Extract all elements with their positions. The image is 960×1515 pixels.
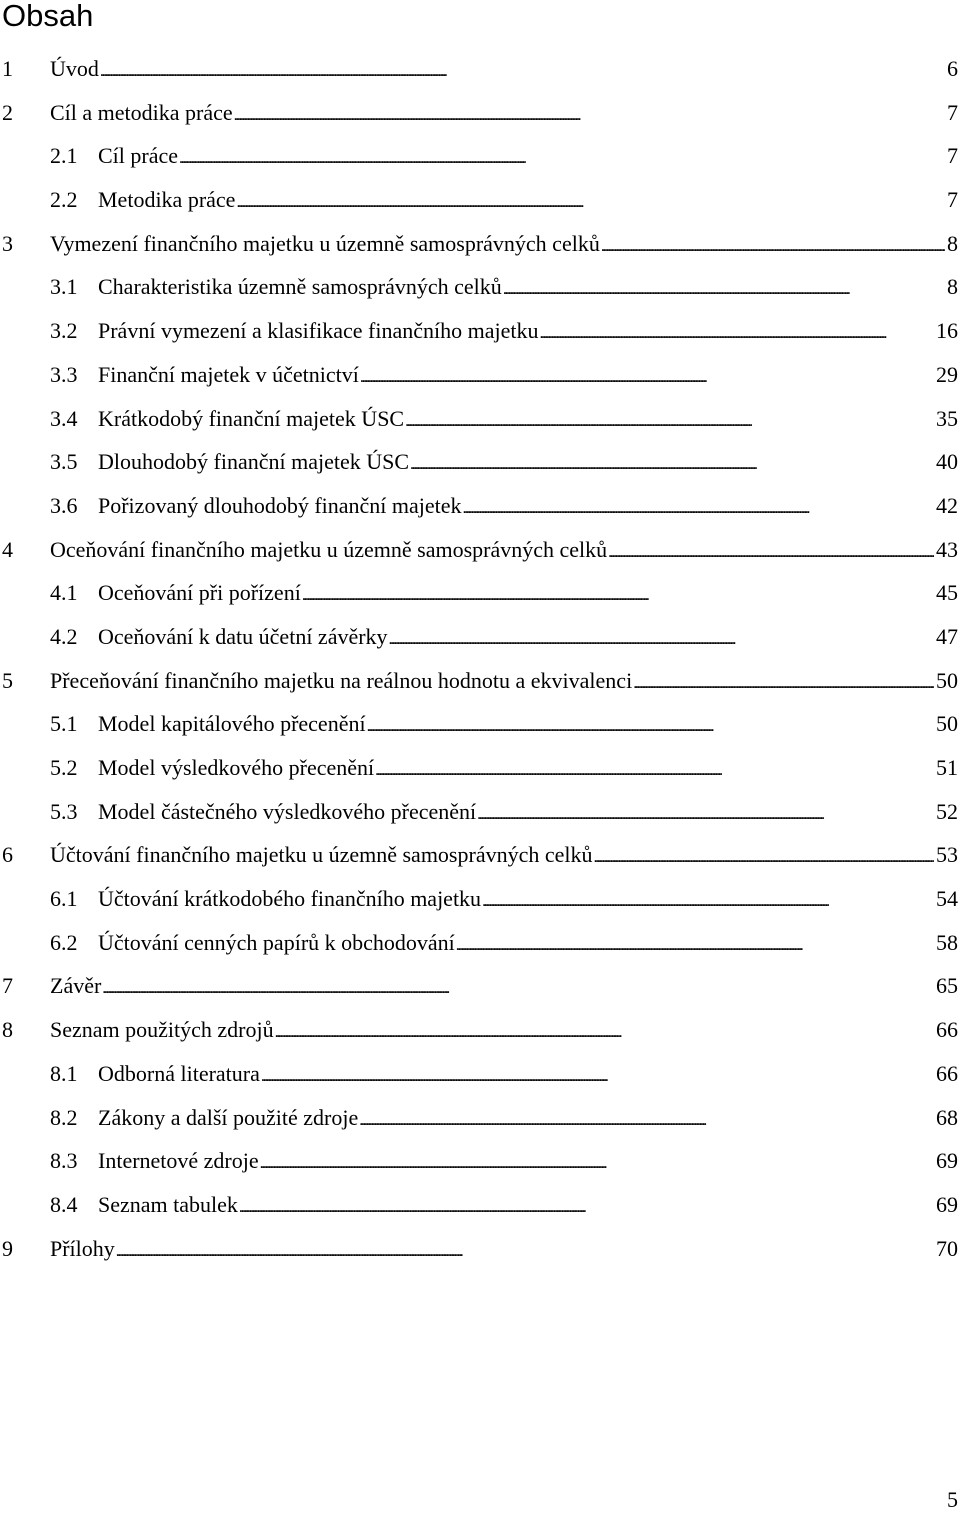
toc-dot-leader [633,659,934,706]
toc-entry-number: 2.2 [50,187,78,213]
toc-dot-leader [261,1052,934,1099]
toc-entry-page: 50 [936,711,958,737]
toc-dot-leader [360,353,934,400]
toc-dot-leader [179,134,945,181]
toc-entry-page: 8 [947,230,958,256]
toc-title: Obsah [2,0,94,33]
toc-entry-title: Právní vymezení a klasifikace finančního majetku [98,318,539,344]
toc-entry-number: 8.3 [50,1148,78,1174]
toc-entry-number: 6 [2,842,13,868]
toc-entry-page: 66 [936,1060,958,1086]
toc-entry-page: 58 [936,929,958,955]
toc-entry[interactable] [0,571,958,615]
toc-entry-page: 29 [936,361,958,387]
toc-entry-page: 65 [936,973,958,999]
toc-dot-leader [116,1227,934,1274]
toc-entry-page: 42 [936,492,958,518]
toc-entry[interactable] [0,91,958,135]
toc-entry[interactable] [0,921,958,965]
toc-entry-title: Přílohy [50,1235,115,1261]
toc-entry-title: Odborná literatura [98,1060,260,1086]
toc-entry-title: Seznam tabulek [98,1191,238,1217]
toc-entry-number: 6.2 [50,929,78,955]
toc-entry-title: Oceňování k datu účetní závěrky [98,623,388,649]
toc-entry[interactable] [0,528,958,572]
toc-entry-page: 40 [936,449,958,475]
toc-entry-page: 68 [936,1104,958,1130]
toc-entry-title: Cíl práce [98,143,179,169]
toc-entry-title: Model kapitálového přecenění [98,711,366,737]
toc-dot-leader [239,1183,934,1230]
toc-entry[interactable] [0,1008,958,1052]
toc-entry[interactable] [0,1227,958,1271]
toc-entry-title: Zákony a další použité zdroje [98,1104,359,1130]
toc-entry[interactable] [0,1139,958,1183]
toc-entry-title: Model výsledkového přecenění [98,755,375,780]
toc-entry-page: 69 [936,1148,958,1174]
toc-entry[interactable] [0,702,958,746]
toc-dot-leader [234,91,945,138]
toc-entry[interactable] [0,659,958,703]
toc-entry-title: Úvod [50,56,99,81]
toc-entry-number: 3.5 [50,449,78,475]
toc-entry-number: 5.2 [50,755,78,780]
toc-dot-leader [102,964,934,1011]
toc-entry-title: Vymezení finančního majetku u územně samosprávných celků [50,230,600,256]
toc-entry-number: 8 [2,1017,13,1043]
toc-entry-title: Přeceňování finančního majetku na reálnou hodnotu a ekvivalenci [50,667,633,693]
toc-entry-page: 53 [936,842,958,868]
toc-dot-leader [236,178,945,225]
toc-entry[interactable] [0,790,958,834]
toc-entry-title: Metodika práce [98,187,236,213]
toc-entry[interactable] [0,134,958,178]
toc-entry-title: Pořizovaný dlouhodobý finanční majetek [98,492,462,518]
toc-dot-leader [260,1139,934,1186]
toc-entry-title: Závěr [50,973,102,999]
toc-entry[interactable] [0,222,958,266]
toc-entry-title: Model částečného výsledkového přecenění [98,798,477,824]
toc-entry-number: 4.2 [50,623,78,649]
toc-entry-number: 3 [2,230,13,256]
toc-dot-leader [463,484,934,531]
toc-entry[interactable] [0,615,958,659]
toc-entry-page: 43 [936,536,958,562]
toc-entry-title: Charakteristika územně samosprávných celků [98,274,502,300]
toc-entry[interactable] [0,397,958,441]
toc-dot-leader [389,615,934,662]
toc-entry-number: 3.3 [50,361,78,387]
toc-entry[interactable] [0,1096,958,1140]
toc-entry-page: 47 [936,623,958,649]
toc-entry-title: Finanční majetek v účetnictví [98,361,359,387]
toc-entry[interactable] [0,484,958,528]
toc-entry-number: 3.6 [50,492,78,518]
toc-entry-number: 8.1 [50,1060,78,1086]
toc-entry-title: Účtování finančního majetku u územně samosprávných celků [50,842,593,868]
toc-dot-leader [367,702,934,749]
toc-entry-number: 5.1 [50,711,78,737]
toc-entry[interactable] [0,265,958,309]
toc-entry-title: Cíl a metodika práce [50,99,233,125]
toc-entry-number: 7 [2,973,13,999]
toc-entry[interactable] [0,746,958,790]
toc-entry-page: 69 [936,1191,958,1217]
toc-entry-page: 45 [936,580,958,606]
toc-dot-leader [601,222,945,269]
toc-entry-page: 54 [936,886,958,912]
page-number: 5 [947,1487,958,1512]
toc-entry-number: 5.3 [50,798,78,824]
toc-entry-number: 2 [2,99,13,125]
toc-entry-page: 16 [936,318,958,344]
toc-entry-number: 9 [2,1235,13,1261]
toc-entry-number: 8.4 [50,1191,78,1217]
toc-entry-page: 8 [947,274,958,300]
toc-entry-page: 66 [936,1017,958,1043]
toc-entry[interactable] [0,440,958,484]
toc-entry-title: Oceňování při pořízení [98,580,301,606]
toc-entry-page: 35 [936,405,958,431]
toc-entry-page: 6 [947,56,958,81]
toc-entry-number: 3.2 [50,318,78,344]
toc-dot-leader [477,790,934,837]
toc-entry-title: Dlouhodobý finanční majetek ÚSC [98,449,410,475]
toc-entry-number: 3.1 [50,274,78,300]
toc-dot-leader [359,1096,934,1143]
toc-entry-page: 51 [936,755,958,780]
table-of-contents [0,47,958,1270]
toc-entry-number: 5 [2,667,13,693]
toc-entry-number: 4.1 [50,580,78,606]
toc-dot-leader [539,309,934,356]
toc-entry-number: 3.4 [50,405,78,431]
toc-entry-page: 7 [947,99,958,125]
toc-entry[interactable] [0,1052,958,1096]
toc-entry-title: Účtování krátkodobého finančního majetku [98,886,482,912]
toc-dot-leader [375,746,934,793]
toc-dot-leader [405,397,934,444]
toc-dot-leader [410,440,934,487]
toc-entry-number: 2.1 [50,143,78,169]
toc-entry[interactable] [0,353,958,397]
toc-entry-number: 8.2 [50,1104,78,1130]
toc-entry[interactable] [0,47,958,91]
toc-entry-title: Seznam použitých zdrojů [50,1017,274,1043]
toc-dot-leader [594,833,935,880]
toc-entry-title: Oceňování finančního majetku u územně samosprávných celků [50,536,608,562]
toc-entry-number: 4 [2,536,13,562]
toc-entry[interactable] [0,1183,958,1227]
toc-entry-page: 70 [936,1235,958,1261]
toc-dot-leader [503,265,945,312]
toc-entry[interactable] [0,877,958,921]
toc-entry-page: 50 [936,667,958,693]
toc-entry-number: 1 [2,56,13,81]
toc-entry-number: 6.1 [50,886,78,912]
toc-entry-page: 7 [947,187,958,213]
toc-entry[interactable] [0,833,958,877]
toc-entry[interactable] [0,964,958,1008]
toc-entry-title: Internetové zdroje [98,1148,259,1174]
toc-dot-leader [275,1008,934,1055]
toc-dot-leader [302,571,934,618]
toc-entry[interactable] [0,309,958,353]
toc-dot-leader [100,47,945,94]
toc-dot-leader [608,528,934,575]
toc-dot-leader [456,921,934,968]
toc-entry-title: Krátkodobý finanční majetek ÚSC [98,405,405,431]
toc-dot-leader [482,877,934,924]
toc-entry-page: 7 [947,143,958,169]
toc-entry[interactable] [0,178,958,222]
toc-entry-title: Účtování cenných papírů k obchodování [98,929,455,955]
toc-entry-page: 52 [936,798,958,824]
